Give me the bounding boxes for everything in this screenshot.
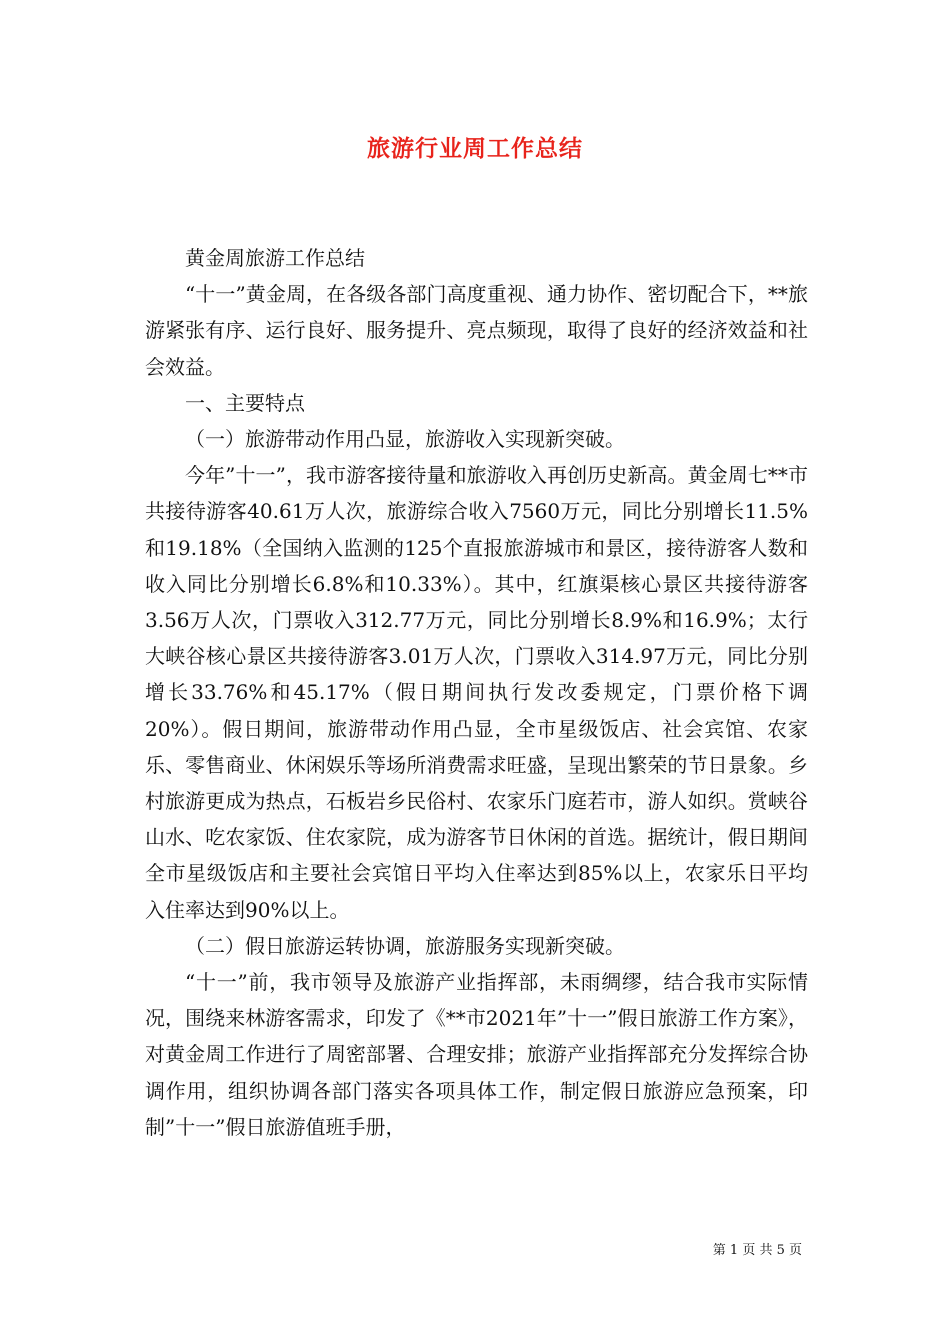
paragraph-subtitle: 黄金周旅游工作总结	[185, 246, 365, 270]
page-number	[713, 1242, 802, 1260]
subsection-heading-2: （二）假日旅游运转协调，旅游服务实现新突破。	[185, 933, 625, 958]
subsection-heading-1: （一）旅游带动作用凸显，旅游收入实现新突破。	[185, 427, 625, 452]
section-heading-main-features: 一、主要特点	[185, 390, 305, 415]
paragraph-intro: “十一”黄金周，在各级各部门高度重视、通力协作、密切配合下，**旅游紧张有序、运行良好、服务提升、亮点频现，取得了良好的经济效益和社会效益。	[145, 282, 808, 379]
paragraph-coordination: “十一”前，我市领导及旅游产业指挥部，未雨绸缪，结合我市实际情况，围绕来林游客需求，印发了《**市2021年”十一”假日旅游工作方案》，对黄金周工作进行了周密部署、合理安排；旅游产业指挥部充分发挥综合协调作用，组织协调各部门落实各项具体工作，制定假日旅游应急预案，印制”十一”假日旅游值班手册，	[145, 970, 808, 1139]
paragraph-statistics: 今年”十一”，我市游客接待量和旅游收入再创历史新高。黄金周七**市共接待游客40.61万人次，旅游综合收入7560万元，同比分别增长11.5%和19.18%（全国纳入监测的125个直报旅游城市和景区，接待游客人数和收入同比分别增长6.8%和10.33%）。其中，红旗渠核心景区共接待游客3.56万人次，门票收入312.77万元，同比分别增长8.9%和16.9%；太行大峡谷核心景区共接待游客3.01万人次，门票收入314.97万元，同比分别增长33.76%和45.17%（假日期间执行发改委规定，门票价格下调20%）。假日期间，旅游带动作用凸显，全市星级饭店、社会宾馆、农家乐、零售商业、休闲娱乐等场所消费需求旺盛，呈现出繁荣的节日景象。乡村旅游更成为热点，石板岩乡民俗村、农家乐门庭若市，游人如织。赏峡谷山水、吃农家饭、住农家院，成为游客节日休闲的首选。据统计，假日期间全市星级饭店和主要社会宾馆日平均入住率达到85%以上，农家乐日平均入住率达到90%以上。	[145, 463, 808, 922]
document-title: 旅游行业周工作总结	[367, 135, 583, 162]
document-body	[145, 240, 808, 1145]
page-number-label: 第 1 页 共 5 页	[712, 1243, 802, 1258]
